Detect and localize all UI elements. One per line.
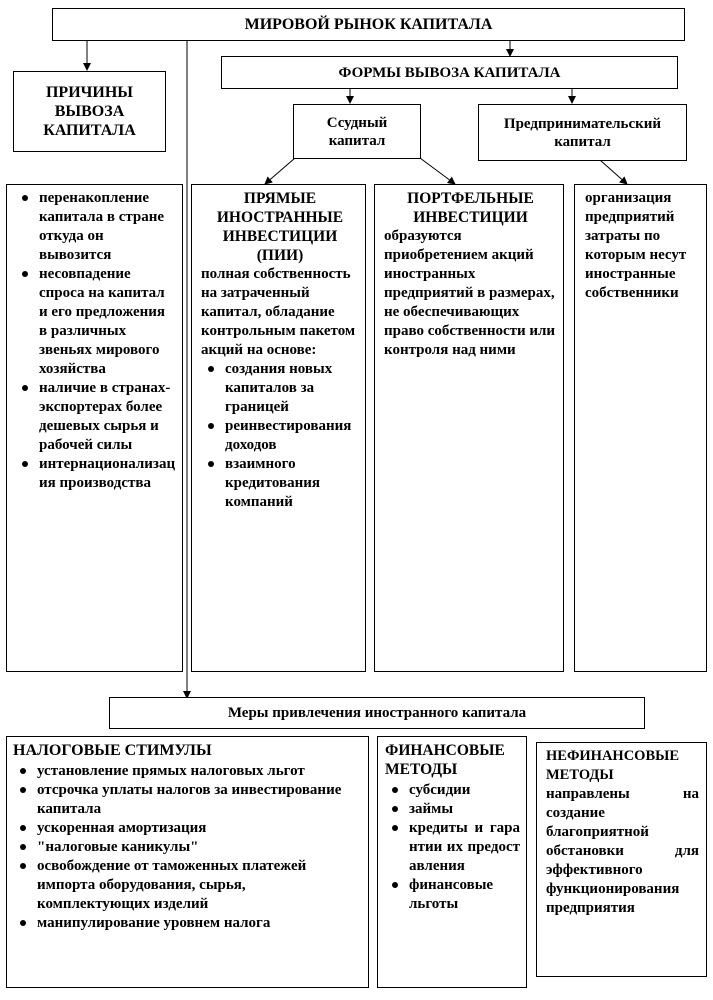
- top-title: МИРОВОЙ РЫНОК КАПИТАЛА: [244, 15, 493, 33]
- portfolio-title: ПОРТФЕЛЬНЫЕ ИНВЕСТИЦИИ: [407, 190, 534, 226]
- arrow-to-organization: [600, 160, 627, 184]
- fdi-title: ПРЯМЫЕ ИНОСТРАННЫЕ ИНВЕСТИЦИИ (ПИИ): [216, 190, 344, 264]
- arrow-to-portfolio: [420, 158, 455, 184]
- nonfinancial-methods-text: направлены на создание благоприятной обстановки для эффективного функционирования предприятия: [546, 786, 699, 916]
- list-item: манипулирование уровнем налога: [13, 914, 362, 933]
- reasons-title: ПРИЧИНЫ ВЫВОЗА КАПИТАЛА: [43, 83, 136, 140]
- loan-capital-label: Ссудный капитал: [326, 114, 388, 149]
- entrepreneurial-capital-label: Предпринимательский капитал: [503, 115, 662, 150]
- list-item: взаимного кредитования компаний: [201, 455, 359, 512]
- list-item: финансовые льготы: [385, 876, 520, 914]
- fdi-list: [201, 360, 359, 512]
- list-item: отсрочка уплаты налогов за инвестирование капитала: [13, 781, 362, 819]
- nonfinancial-methods-box: [536, 742, 707, 977]
- tax-stimuli-title: НАЛОГОВЫЕ СТИМУЛЫ: [13, 742, 212, 759]
- measures-title: Меры привлечения иностранного капитала: [227, 705, 527, 721]
- list-item: ускоренная амортизация: [13, 819, 362, 838]
- list-item: освобождение от таможенных платежей импорта оборудования, сырья, комплектующих изделий: [13, 857, 362, 914]
- list-item: реинвестирования доходов: [201, 417, 359, 455]
- tax-stimuli-box: [6, 736, 369, 988]
- list-item: кредиты и гарантии их предоставления: [385, 819, 520, 876]
- fdi-text: полная собственность на затраченный капитал, обладание контрольным пакетом акций на основе:: [201, 266, 356, 358]
- financial-methods-list: [385, 781, 520, 914]
- list-item: субсидии: [385, 781, 520, 800]
- loan-capital-box: [293, 104, 421, 159]
- organization-box: [574, 184, 707, 672]
- list-item: перенакопление капитала в стране откуда он вывозится: [15, 189, 176, 265]
- list-item: интернационализация производства: [15, 455, 176, 493]
- portfolio-text: образуются приобретением акций иностранных предприятий в размерах, не обеспечивающих право собственности или контроля над ними: [384, 228, 556, 358]
- arrow-to-fdi: [265, 158, 295, 184]
- list-item: займы: [385, 800, 520, 819]
- reasons-list-box: [6, 184, 183, 672]
- financial-methods-title: ФИНАНСОВЫЕ МЕТОДЫ: [385, 742, 505, 778]
- list-item: установление прямых налоговых льгот: [13, 762, 362, 781]
- list-item: наличие в странах-экспортерах более дешевых сырья и рабочей силы: [15, 379, 176, 455]
- top-title-box: [52, 8, 685, 41]
- list-item: несовпадение спроса на капитал и его предложения в различных звеньях мирового хозяйства: [15, 265, 176, 379]
- forms-title: ФОРМЫ ВЫВОЗА КАПИТАЛА: [338, 64, 561, 81]
- tax-stimuli-list: [13, 762, 362, 933]
- financial-methods-box: [377, 736, 527, 988]
- reasons-title-box: [13, 71, 166, 152]
- reasons-list: [15, 189, 176, 493]
- entrepreneurial-capital-box: [478, 104, 687, 161]
- list-item: создания новых капиталов за границей: [201, 360, 359, 417]
- portfolio-box: [374, 184, 564, 672]
- measures-title-box: [109, 697, 645, 729]
- forms-title-box: [221, 56, 678, 89]
- fdi-box: [191, 184, 366, 672]
- nonfinancial-methods-title: НЕФИНАНСОВЫЕ МЕТОДЫ: [546, 748, 680, 783]
- organization-text: организация предприятий затраты по которым несут иностранные собственники: [585, 190, 687, 301]
- list-item: "налоговые каникулы": [13, 838, 362, 857]
